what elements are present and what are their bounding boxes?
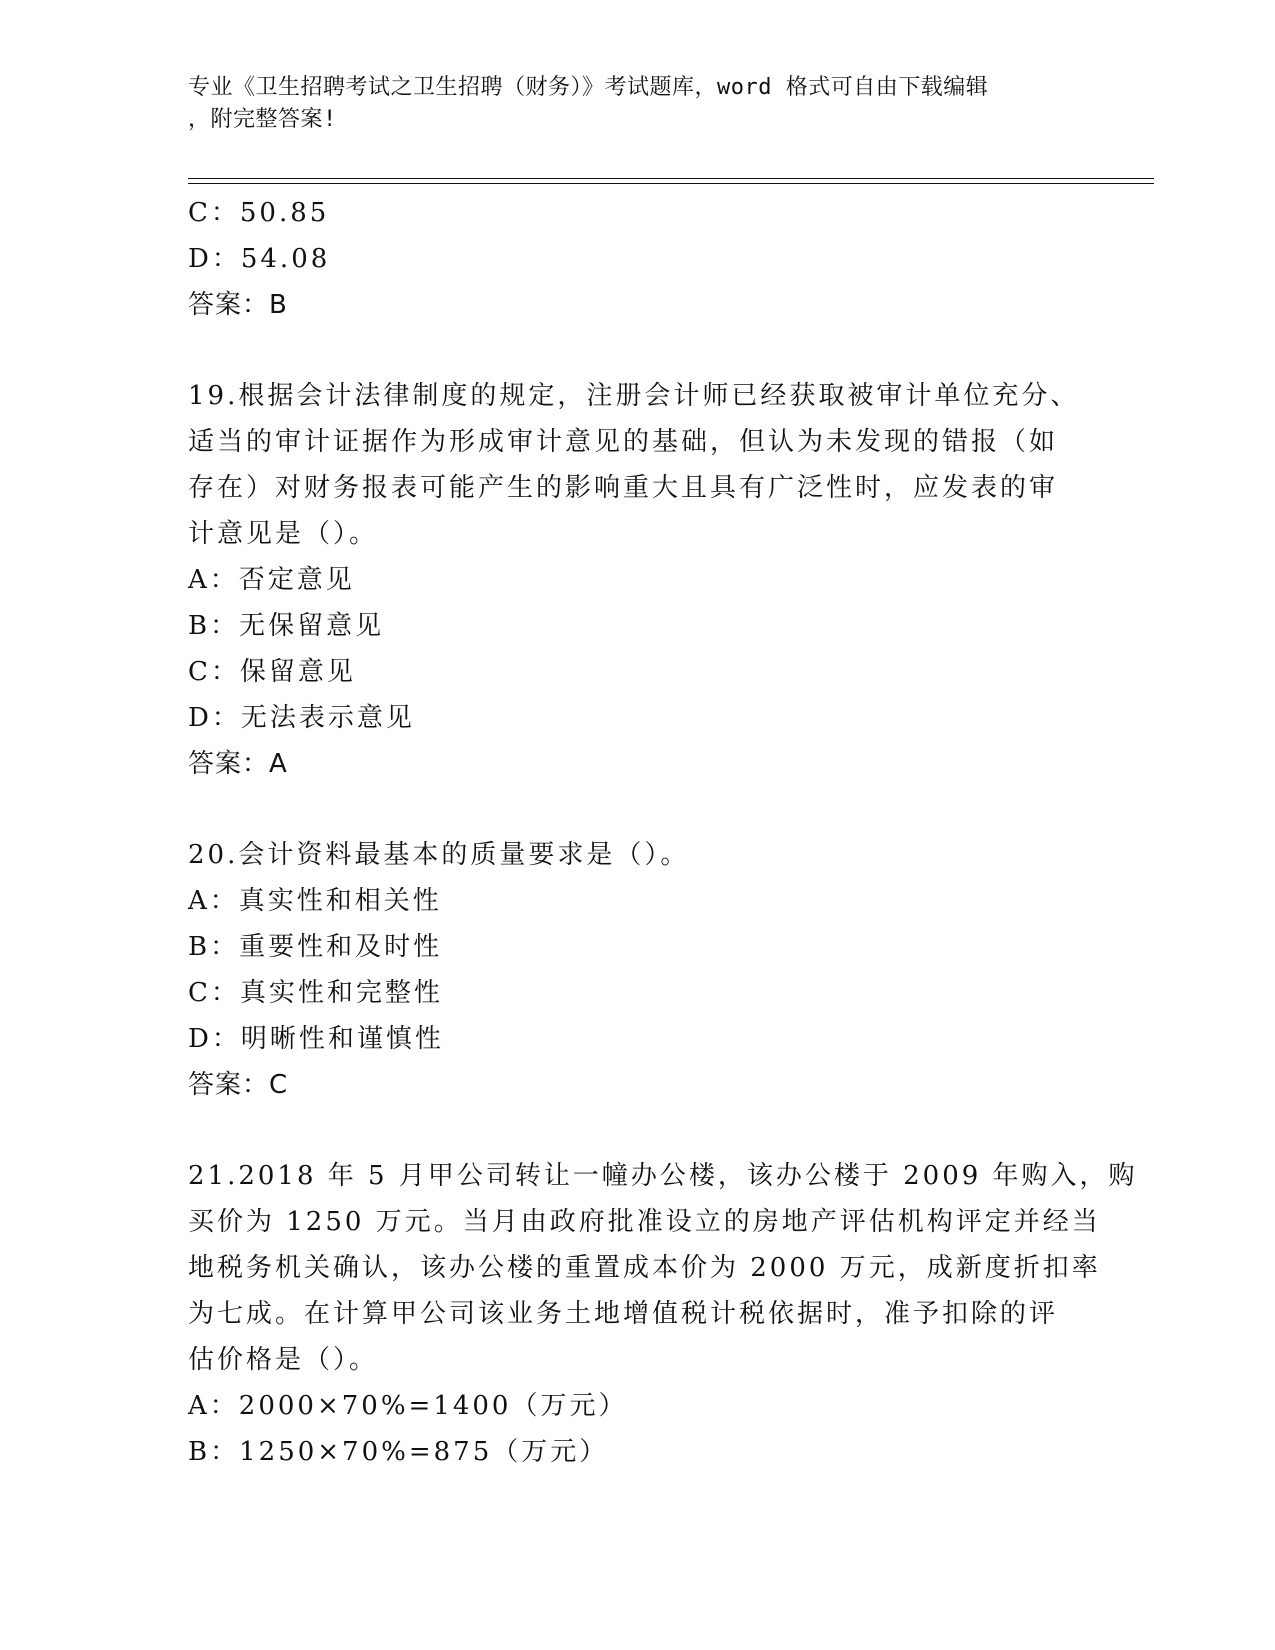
option-d: D：明晰性和谨慎性 <box>188 1024 444 1054</box>
header-divider-top <box>188 178 1154 179</box>
answer-line: 答案：C <box>188 1070 289 1100</box>
option-b: B：无保留意见 <box>188 611 385 641</box>
question-text-line: 20.会计资料最基本的质量要求是（）。 <box>188 840 690 870</box>
option-b: B：重要性和及时性 <box>188 932 443 962</box>
question-text-line: 为七成。在计算甲公司该业务土地增值税计税依据时，准予扣除的评 <box>188 1299 1059 1329</box>
spacer <box>188 328 1088 373</box>
spacer <box>188 1108 1088 1153</box>
option-c: C：50.85 <box>188 198 330 228</box>
question-text-line: 21.2018 年 5 月甲公司转让一幢办公楼，该办公楼于 2009 年购入，购 <box>188 1161 1138 1191</box>
option-b: B：1250×70%=875（万元） <box>188 1437 609 1467</box>
question-text-line: 估价格是（）。 <box>188 1345 379 1375</box>
header-title-line1: 专业《卫生招聘考试之卫生招聘（财务）》考试题库，word 格式可自由下载编辑 <box>188 75 989 100</box>
question-text-line: 买价为 1250 万元。当月由政府批准设立的房地产评估机构评定并经当 <box>188 1207 1101 1237</box>
option-a: A：真实性和相关性 <box>188 886 442 916</box>
question-18-tail <box>188 190 1088 328</box>
option-d: D：无法表示意见 <box>188 703 415 733</box>
option-d: D：54.08 <box>188 244 331 274</box>
question-19 <box>188 373 1088 787</box>
option-a: A：否定意见 <box>188 565 355 595</box>
question-text-line: 适当的审计证据作为形成审计意见的基础，但认为未发现的错报（如 <box>188 427 1059 457</box>
question-text-line: 19.根据会计法律制度的规定，注册会计师已经获取被审计单位充分、 <box>188 381 1080 411</box>
question-20 <box>188 832 1088 1108</box>
answer-line: 答案：B <box>188 290 288 320</box>
question-text-line: 计意见是（）。 <box>188 519 379 549</box>
option-c: C：真实性和完整性 <box>188 978 443 1008</box>
document-body <box>188 190 1138 1475</box>
page-header <box>188 72 1068 136</box>
answer-line: 答案：A <box>188 749 288 779</box>
question-text-line: 地税务机关确认，该办公楼的重置成本价为 2000 万元，成新度折扣率 <box>188 1253 1101 1283</box>
question-21 <box>188 1153 1138 1475</box>
option-c: C：保留意见 <box>188 657 356 687</box>
question-text-line: 存在）对财务报表可能产生的影响重大且具有广泛性时，应发表的审 <box>188 473 1059 503</box>
header-title-line2: ，附完整答案! <box>188 107 337 132</box>
option-a: A：2000×70%=1400（万元） <box>188 1391 628 1421</box>
spacer <box>188 787 1088 832</box>
header-divider-bottom <box>188 183 1154 184</box>
